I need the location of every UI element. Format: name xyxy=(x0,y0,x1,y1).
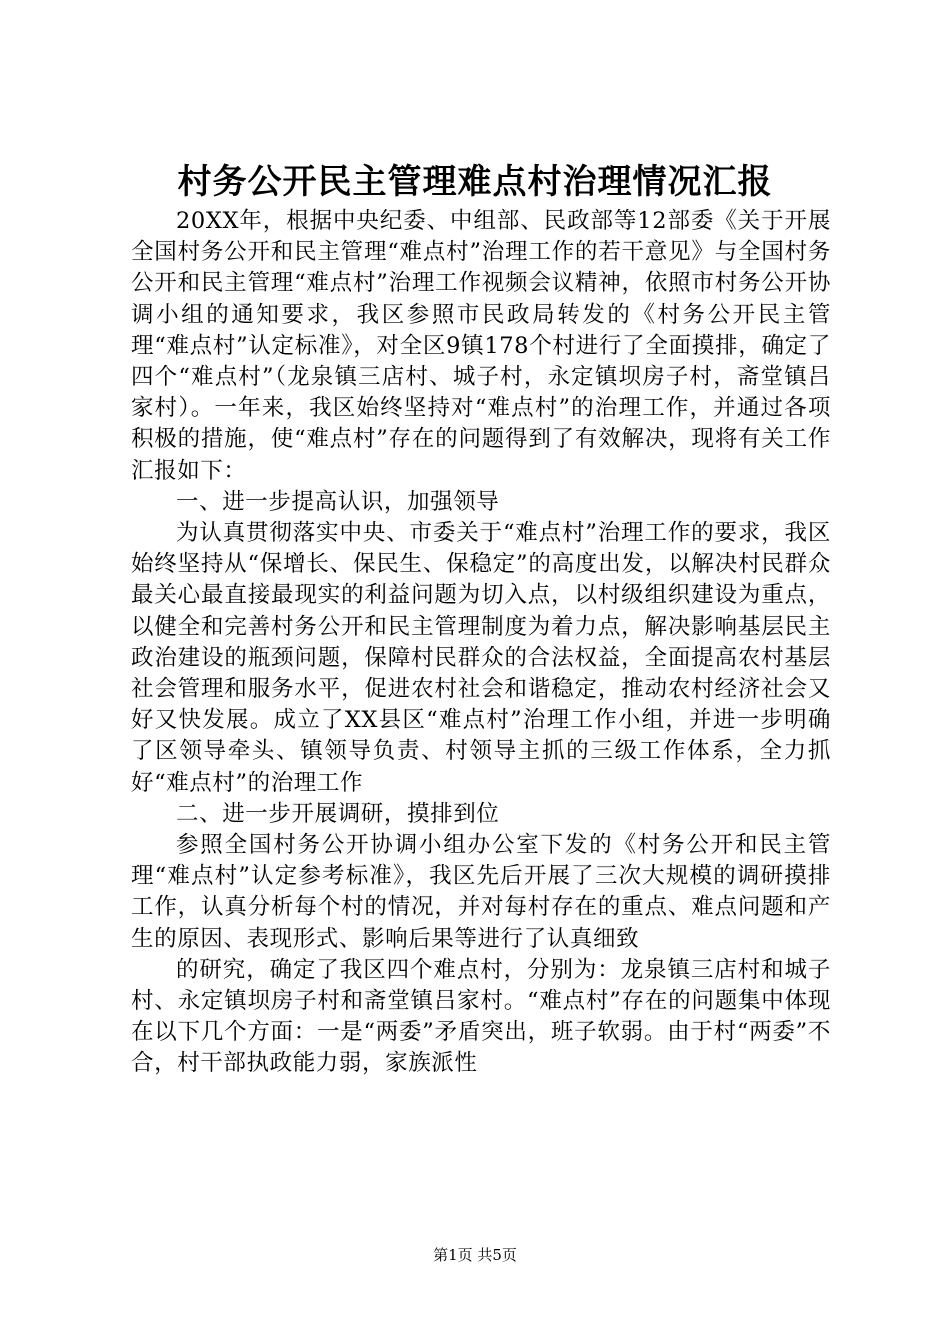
paragraph-section-1: 为认真贯彻落实中央、市委关于“难点村”治理工作的要求，我区始终坚持从“保增长、保民生、保稳定”的高度出发，以解决村民群众最关心最直接最现实的利益问题为切入点，以村级组织建设为重点，以健全和完善村务公开和民主管理制度为着力点，解决影响基层民主政治建设的瓶颈问题，保障村民群众的合法权益，全面提高农村基层社会管理和服务水平，促进农村社会和谐稳定，推动农村经济社会又好又快发展。成立了XX县区“难点村”治理工作小组，并进一步明确了区领导牵头、镇领导负责、村领导主抓的三级工作体系，全力抓好“难点村”的治理工作 xyxy=(131,520,831,796)
document-title: 村务公开民主管理难点村治理情况汇报 xyxy=(177,162,773,202)
paragraph-intro: 20XX年，根据中央纪委、中组部、民政部等12部委《关于开展全国村务公开和民主管理“难点村”治理工作的若干意见》与全国村务公开和民主管理“难点村”治理工作视频会议精神，依照市村务公开协调小组的通知要求，我区参照市民政局转发的《村务公开民主管理“难点村”认定标准》，对全区9镇178个村进行了全面摸排，确定了四个“难点村”（龙泉镇三店村、城子村，永定镇坝房子村，斋堂镇吕家村）。一年来，我区始终坚持对“难点村”的治理工作，并通过各项积极的措施，使“难点村”存在的问题得到了有效解决，现将有关工作汇报如下： xyxy=(131,208,831,484)
section-heading-1: 一、进一步提高认识，加强领导 xyxy=(176,488,500,515)
paragraph-section-2-continued: 的研究，确定了我区四个难点村，分别为：龙泉镇三店村和城子村、永定镇坝房子村和斋堂镇吕家村。“难点村”存在的问题集中体现在以下几个方面：一是“两委”矛盾突出，班子软弱。由于村“两委”不合，村干部执政能力弱，家族派性 xyxy=(131,956,831,1077)
paragraph-section-2: 参照全国村务公开协调小组办公室下发的《村务公开和民主管理“难点村”认定参考标准》，我区先后开展了三次大规模的调研摸排工作，认真分析每个村的情况，并对每村存在的重点、难点问题和产生的原因、表现形式、影响后果等进行了认真细致 xyxy=(131,832,831,952)
page-footer: 第1页 共5页 xyxy=(433,1246,517,1264)
section-heading-2: 二、进一步开展调研，摸排到位 xyxy=(176,800,500,827)
document-body xyxy=(131,206,831,1080)
